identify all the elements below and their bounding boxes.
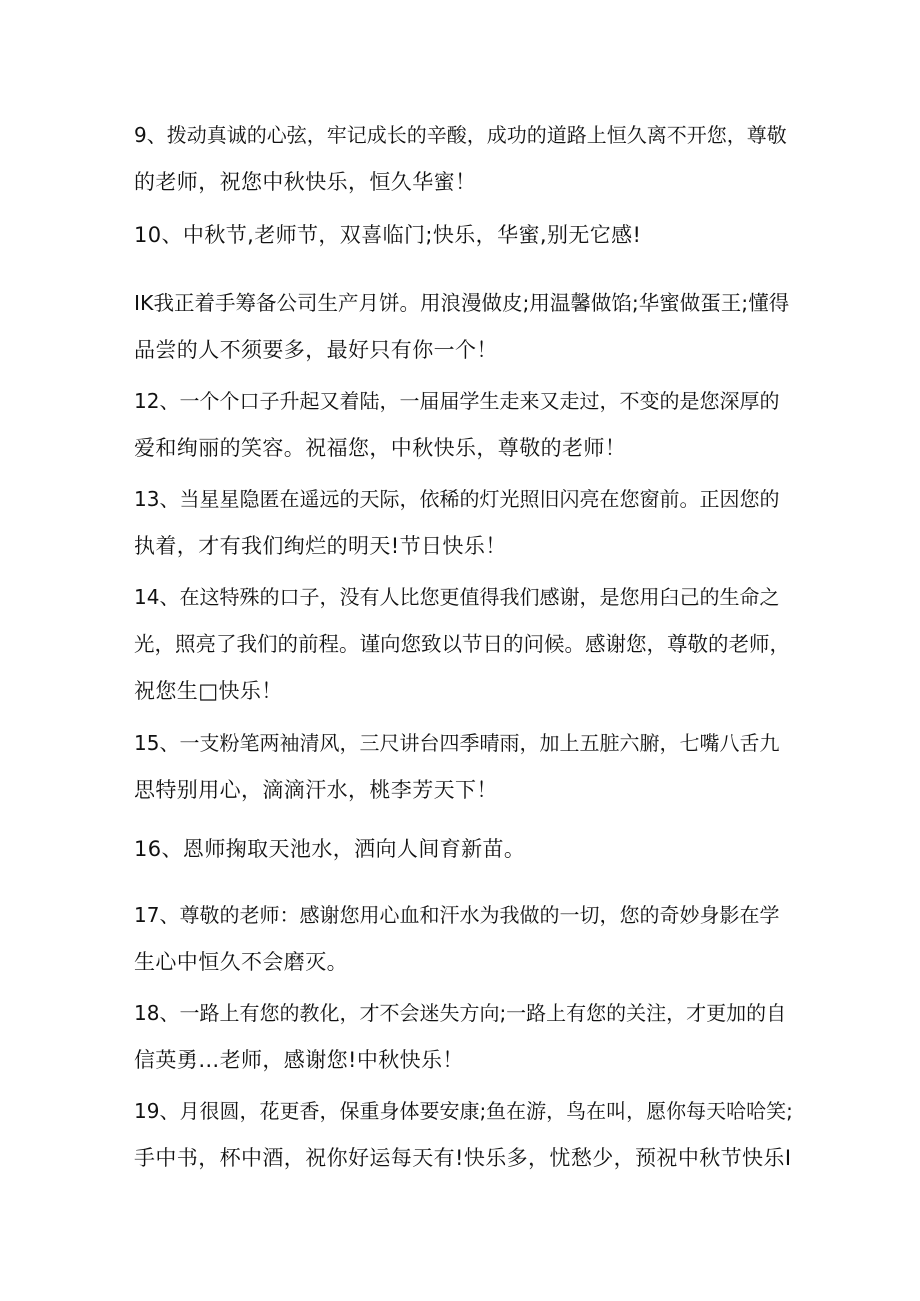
paragraph-17	[134, 892, 794, 986]
paragraph-line: 13、当星星隐匿在遥远的天际，依稀的灯光照旧闪亮在您窗前。正因您的	[134, 487, 780, 511]
paragraph-line: 信英勇…老师，感谢您!中秋快乐！	[134, 1048, 464, 1072]
paragraph-10	[134, 212, 794, 259]
paragraph-line: 9、拨动真诚的心弦，牢记成长的辛酸，成功的道路上恒久离不开您，尊敬	[134, 123, 787, 147]
paragraph-18	[134, 990, 794, 1084]
paragraph-14	[134, 574, 794, 715]
paragraph-line: 的老师，祝您中秋快乐，恒久华蜜！	[134, 170, 477, 194]
paragraph-line: 10、中秋节,老师节，双喜临门;快乐，华蜜,别无它感!	[134, 223, 642, 247]
paragraph-line: 14、在这特殊的口子，没有人比您更值得我们感谢，是您用臼己的生命之	[134, 585, 780, 609]
paragraph-9	[134, 112, 794, 206]
paragraph-11	[134, 280, 794, 374]
paragraph-line: 光，照亮了我们的前程。谨向您致以节日的问候。感谢您，尊敬的老师，	[134, 632, 790, 656]
paragraph-16	[134, 826, 794, 873]
paragraph-line: 执着，才有我们绚烂的明天!节日快乐！	[134, 534, 507, 558]
paragraph-line: 18、一路上有您的教化，才不会迷失方向;一路上有您的关注，才更加的自	[134, 1001, 787, 1025]
paragraph-line: 爱和绚丽的笑容。祝福您，中秋快乐，尊敬的老师！	[134, 436, 627, 460]
paragraph-line: 手中书，杯中酒，祝你好运每天有!快乐多，忧愁少，预祝中秋节快乐I	[134, 1146, 792, 1170]
paragraph-line: 15、一支粉笔两袖清风，三尺讲台四季晴雨，加上五脏六腑，七嘴八舌九	[134, 731, 780, 755]
paragraph-line: 16、恩师掬取天池水，洒向人间育新苗。	[134, 837, 526, 861]
paragraph-line: 17、尊敬的老师：感谢您用心血和汗水为我做的一切，您的奇妙身影在学	[134, 903, 780, 927]
paragraph-line: 祝您生□快乐！	[134, 679, 283, 703]
paragraph-19	[134, 1088, 794, 1182]
paragraph-line: 生心中恒久不会磨灭。	[134, 950, 348, 974]
paragraph-line: 19、月很圆，花更香，保重身体要安康;鱼在游，鸟在叫，愿你每天哈哈笑;	[134, 1099, 793, 1123]
paragraph-line: 思特别用心，滴滴汗水，桃李芳天下！	[134, 778, 498, 802]
paragraph-line: 12、一个个口子升起又着陆，一届届学生走来又走过，不变的是您深厚的	[134, 389, 780, 413]
paragraph-line: 品尝的人不须要多，最好只有你一个！	[134, 338, 498, 362]
paragraph-line: IK我正着手筹备公司生产月饼。用浪漫做皮;用温馨做馅;华蜜做蛋王;懂得	[134, 291, 790, 315]
paragraph-15	[134, 720, 794, 814]
paragraph-12	[134, 378, 794, 472]
paragraph-13	[134, 476, 794, 570]
